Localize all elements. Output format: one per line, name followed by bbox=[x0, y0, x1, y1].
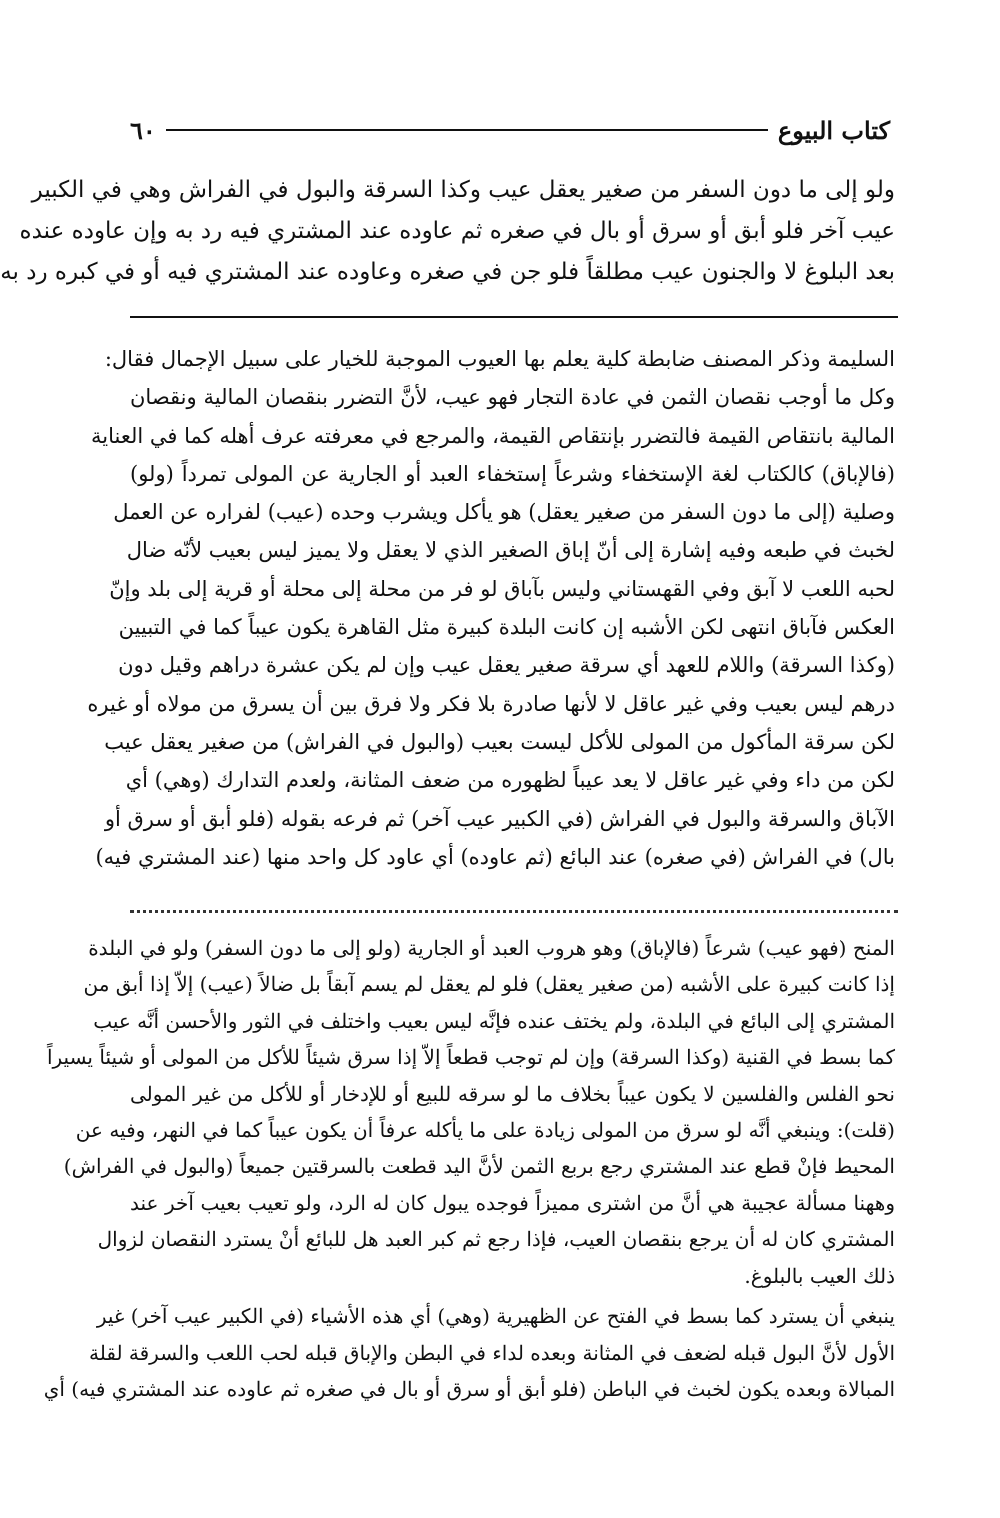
commentary-line: لحبه اللعب لا آبق وفي القهستاني وليس بآباق لو فر من محلة إلى محلة أو قرية إلى بلد وإنّ bbox=[109, 576, 895, 601]
commentary-line: الأول لأنَّ البول قبله لضعف في المثانة وبعده لداء في البطن والإباق قبله لحب اللعب والسرقة لقلة bbox=[88, 1340, 895, 1365]
commentary-line: ذلك العيب بالبلوغ. bbox=[744, 1263, 895, 1288]
commentary-line: الآباق والسرقة والبول في الفراش (في الكبير عيب آخر) ثم فرعه بقوله (فلو أبق أو سرق أو bbox=[104, 806, 895, 831]
commentary-line: المنح (فهو عيب) شرعاً (فالإباق) وهو هروب العبد أو الجارية (ولو إلى ما دون السفر) ولو في البلدة bbox=[88, 936, 895, 960]
commentary-line: السليمة وذكر المصنف ضابطة كلية يعلم بها العيوب الموجبة للخيار على سبيل الإجمال فقال: bbox=[104, 347, 895, 371]
commentary-line: (قلت): وينبغي أنَّه لو سرق من المولى زيادة على ما يأكله عرفاً أن يكون عيباً كما في النهر، وفيه عن bbox=[75, 1117, 895, 1142]
commentary-line: (وكذا السرقة) واللام للعهد أي سرقة صغير يعقل عيب وإن لم يكن عشرة دراهم وقيل دون bbox=[118, 653, 895, 678]
main-text-line: ولو إلى ما دون السفر من صغير يعقل عيب وكذا السرقة والبول في الفراش وهي في الكبير bbox=[31, 177, 895, 203]
commentary-second bbox=[46, 930, 895, 1294]
commentary-line: لكن من داء وفي غير عاقل لا يعد عيباً لظهوره من ضعف المثانة، ولعدم التدارك (وهي) أي bbox=[125, 768, 895, 793]
commentary-line: وههنا مسألة عجيبة هي أنَّ من اشترى مميزاً فوجده يبول كان له الرد، ولو تعيب بعيب آخر عند bbox=[130, 1190, 895, 1215]
page-number: ٦٠ bbox=[130, 115, 156, 145]
commentary-line: ينبغي أن يسترد كما بسط في الفتح عن الظهيرية (وهي) أي هذه الأشياء (في الكبير عيب آخر) غير bbox=[96, 1304, 895, 1328]
commentary-line: وصلية (إلى ما دون السفر من صغير يعقل) هو يأكل ويشرب وحده (عيب) لفراره عن العمل bbox=[113, 500, 895, 525]
header-rule bbox=[166, 129, 768, 131]
commentary-line: لخبث في طبعه وفيه إشارة إلى أنّ إباق الصغير الذي لا يعقل ولا يميز ليس بعيب لأنّه ضال bbox=[126, 538, 895, 563]
commentary-line: نحو الفلس والفلسين لا يكون عيباً بخلاف ما لو سرقه للبيع أو للإدخار أو للأكل من غير المولى bbox=[130, 1081, 895, 1106]
commentary-line: المالية بانتقاص القيمة فالتضرر بإنتقاص القيمة، والمرجع في معرفته عرف أهله كما في العناية bbox=[91, 423, 895, 448]
dotted-separator bbox=[130, 890, 898, 913]
commentary-line: العكس فآباق انتهى لكن الأشبه إن كانت البلدة كبيرة مثل القاهرة يكون عيباً كما في التبيين bbox=[118, 615, 895, 640]
commentary-line: المبالاة وبعده يكون لخبث في الباطن (فلو أبق أو سرق أو بال في صغره ثم عاوده عند المشتري فيه) أي bbox=[43, 1377, 895, 1401]
commentary-line: إذا كانت كبيرة على الأشبه (من صغير يعقل) فلو لم يعقل لم يسم آبقاً بل ضالاً (عيب) إلاّ إذا أبق من bbox=[83, 972, 895, 997]
commentary-line: المشتري إلى البائع في البلدة، ولم يختف عنده فإنَّه ليس بعيب واختلف في الثور والأحسن أنَّه عيب bbox=[93, 1008, 895, 1033]
commentary-line: المشتري كان له أن يرجع بنقصان العيب، فإذا رجع ثم كبر العبد هل للبائع أنْ يسترد النقصان لزوال bbox=[97, 1227, 895, 1252]
page-header bbox=[130, 108, 890, 152]
main-text bbox=[0, 170, 895, 293]
commentary-line: كما بسط في القنية (وكذا السرقة) وإن لم توجب قطعاً إلاّ إذا سرق شيئاً للأكل من المولى أو شيئاً يسيراً bbox=[46, 1045, 895, 1070]
commentary-line: (فالإباق) كالكتاب لغة الإستخفاء وشرعاً إستخفاء العبد أو الجارية عن المولى تمرداً (ولو) bbox=[130, 461, 895, 486]
commentary-third bbox=[43, 1298, 895, 1408]
commentary-line: درهم ليس بعيب وفي غير عاقل لا لأنها صادرة بلا فكر ولا فرق بين أن يسرق من مولاه أو غيره bbox=[87, 691, 895, 716]
commentary-line: لكن سرقة المأكول من المولى للأكل ليست بعيب (والبول في الفراش) من صغير يعقل عيب bbox=[104, 729, 895, 754]
main-text-separator bbox=[130, 316, 898, 318]
main-text-line: عيب آخر فلو أبق أو سرق أو بال في صغره ثم عاوده عند المشتري فيه رد به وإن عاوده عنده bbox=[19, 218, 895, 244]
main-text-line: بعد البلوغ لا والجنون عيب مطلقاً فلو جن في صغره وعاوده عند المشتري فيه أو في كبره رد به bbox=[0, 259, 895, 285]
commentary-line: بال) في الفراش (في صغره) عند البائع (ثم عاوده) أي عاود كل واحد منها (عند المشتري فيه) bbox=[95, 844, 895, 869]
commentary-line: وكل ما أوجب نقصان الثمن في عادة التجار فهو عيب، لأنَّ التضرر بنقصان المالية ونقصان bbox=[130, 385, 895, 410]
commentary-first bbox=[87, 340, 895, 876]
commentary-line: المحيط فإنْ قطع عند المشتري رجع بربع الثمن لأنَّ اليد قطعت بالسرقتين جميعاً (والبول في الفراش) bbox=[63, 1154, 895, 1179]
book-title: كتاب البيوع bbox=[777, 115, 890, 145]
